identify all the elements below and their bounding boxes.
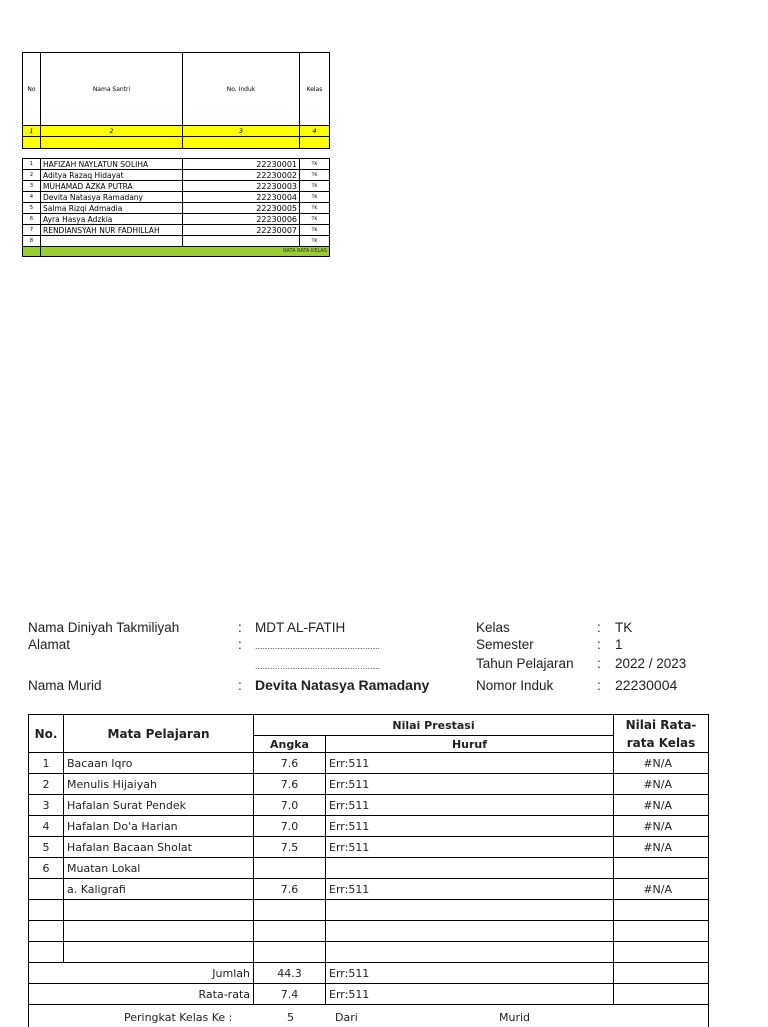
- class-average-label: RATA RATA KELAS: [41, 247, 330, 257]
- rank-label: Peringkat Kelas Ke :: [124, 1011, 232, 1024]
- column-number-row: [23, 126, 330, 137]
- col-number: 2: [41, 126, 183, 137]
- table-row: 5 Hafalan Bacaan Sholat 7.5 Err:511 #N/A: [29, 837, 709, 858]
- average-row: [29, 984, 709, 1005]
- grades-table: [28, 714, 709, 1027]
- header-name: Nama Santri: [41, 53, 183, 126]
- table-row: 6 Ayra Hasya Adzkia 22230006 TK: [23, 214, 330, 225]
- table-row: 3 Hafalan Surat Pendek 7.0 Err:511 #N/A: [29, 795, 709, 816]
- blank-row: [23, 149, 330, 159]
- rank-value: 5: [287, 1011, 294, 1024]
- col-number: 3: [183, 126, 300, 137]
- yellow-spacer-row: [23, 137, 330, 149]
- header-huruf: Huruf: [326, 736, 614, 753]
- empty-row: [29, 900, 709, 921]
- student-name: Devita Natasya Ramadany: [255, 676, 429, 695]
- year-label: Tahun Pelajaran: [476, 654, 574, 673]
- semester-label: Semester: [476, 635, 534, 654]
- rank-of: Dari: [335, 1011, 358, 1024]
- header-no: No: [23, 53, 41, 126]
- table-row: 4 Devita Natasya Ramadany 22230004 TK: [23, 192, 330, 203]
- header-achievement: Nilai Prestasi: [254, 715, 614, 736]
- total-angka: 44.3: [254, 963, 326, 984]
- header-class-average: Nilai Rata- rata Kelas: [614, 715, 709, 753]
- rank-unit: Murid: [499, 1011, 530, 1024]
- school-name: MDT AL-FATIH: [255, 618, 345, 637]
- header-kelas: Kelas: [300, 53, 330, 126]
- header-induk: No. Induk: [183, 53, 300, 126]
- colon: :: [597, 618, 601, 637]
- colon: :: [238, 635, 242, 654]
- col-number: 1: [23, 126, 41, 137]
- address-line-1: ..................................................: [255, 637, 380, 656]
- kelas-label: Kelas: [476, 618, 510, 637]
- colon: :: [238, 618, 242, 637]
- table-row: 2 Menulis Hijaiyah 7.6 Err:511 #N/A: [29, 774, 709, 795]
- table-row: 7 RENDIANSYAH NUR FADHILLAH 22230007 TK: [23, 225, 330, 236]
- average-huruf: Err:511: [326, 984, 614, 1005]
- class-average-row: [23, 247, 330, 257]
- col-number: 4: [300, 126, 330, 137]
- table-row: 4 Hafalan Do'a Harian 7.0 Err:511 #N/A: [29, 816, 709, 837]
- colon: :: [238, 676, 242, 695]
- colon: :: [597, 654, 601, 673]
- average-label: Rata-rata: [29, 984, 254, 1005]
- header-subject: Mata Pelajaran: [64, 715, 254, 753]
- student-label: Nama Murid: [28, 676, 102, 695]
- total-huruf: Err:511: [326, 963, 614, 984]
- total-row: [29, 963, 709, 984]
- total-label: Jumlah: [29, 963, 254, 984]
- empty-row: [29, 921, 709, 942]
- table-row: 2 Aditya Razaq Hidayat 22230002 TK: [23, 170, 330, 181]
- address-label: Alamat: [28, 635, 70, 654]
- induk-value: 22230004: [615, 676, 677, 695]
- table-row: 1 HAFIZAH NAYLATUN SOLIHA 22230001 TK: [23, 159, 330, 170]
- class-list-table: [22, 52, 330, 257]
- semester-value: 1: [615, 635, 623, 654]
- colon: :: [597, 635, 601, 654]
- table-row: a. Kaligrafi 7.6 Err:511 #N/A: [29, 879, 709, 900]
- table-row: 3 MUHAMAD AZKA PUTRA 22230003 TK: [23, 181, 330, 192]
- average-angka: 7.4: [254, 984, 326, 1005]
- kelas-value: TK: [615, 618, 632, 637]
- year-value: 2022 / 2023: [615, 654, 686, 673]
- header-angka: Angka: [254, 736, 326, 753]
- table-row: 5 Salma Rizqi Admadia 22230005 TK: [23, 203, 330, 214]
- class-list-header: [23, 53, 330, 126]
- colon: :: [597, 676, 601, 695]
- table-row: 8 TK: [23, 236, 330, 247]
- empty-row: [29, 942, 709, 963]
- induk-label: Nomor Induk: [476, 676, 553, 695]
- school-label: Nama Diniyah Takmiliyah: [28, 618, 179, 637]
- header-no: No.: [29, 715, 64, 753]
- table-row: 6 Muatan Lokal: [29, 858, 709, 879]
- table-row: 1 Bacaan Iqro 7.6 Err:511 #N/A: [29, 753, 709, 774]
- address-line-2: ..................................................: [255, 657, 380, 676]
